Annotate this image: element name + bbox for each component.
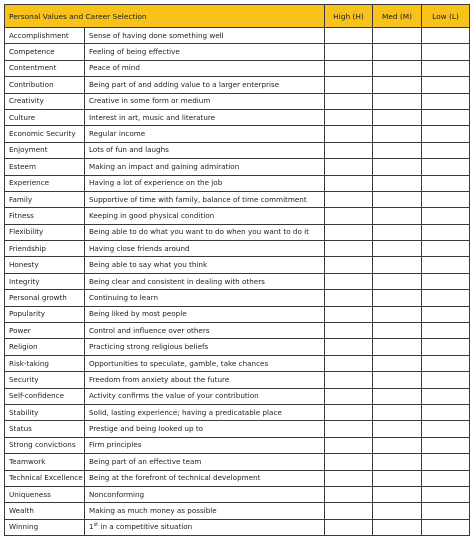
rating-high-cell[interactable] [325, 28, 373, 44]
table-row [5, 503, 470, 519]
rating-high-cell[interactable] [325, 109, 373, 125]
rating-low-cell[interactable] [422, 503, 470, 519]
med-column-header: Med (M) [373, 5, 422, 28]
rating-high-cell[interactable] [325, 208, 373, 224]
value-description-cell: Nonconforming [85, 486, 325, 502]
value-description-cell: Practicing strong religious beliefs [85, 339, 325, 355]
value-name-cell: Friendship [5, 241, 85, 257]
rating-high-cell[interactable] [325, 372, 373, 388]
value-description-cell: Making an impact and gaining admiration [85, 159, 325, 175]
rating-low-cell[interactable] [422, 28, 470, 44]
rating-low-cell[interactable] [422, 257, 470, 273]
rating-med-cell[interactable] [373, 421, 422, 437]
rating-high-cell[interactable] [325, 290, 373, 306]
description-text: 1 [89, 522, 94, 532]
rating-med-cell[interactable] [373, 77, 422, 93]
value-name-cell: Fitness [5, 208, 85, 224]
value-description-cell: Control and influence over others [85, 323, 325, 339]
rating-low-cell[interactable] [422, 93, 470, 109]
value-description-cell: Regular income [85, 126, 325, 142]
value-name-cell: Popularity [5, 306, 85, 322]
rating-high-cell[interactable] [325, 306, 373, 322]
rating-low-cell[interactable] [422, 372, 470, 388]
rating-high-cell[interactable] [325, 503, 373, 519]
rating-med-cell[interactable] [373, 175, 422, 191]
value-description-cell: Being part of an effective team [85, 454, 325, 470]
table-title: Personal Values and Career Selection [5, 5, 325, 28]
rating-low-cell[interactable] [422, 339, 470, 355]
value-description-cell: Being able to do what you want to do when you want to do it [85, 224, 325, 240]
rating-low-cell[interactable] [422, 421, 470, 437]
value-name-cell: Competence [5, 44, 85, 60]
rating-low-cell[interactable] [422, 486, 470, 502]
rating-med-cell[interactable] [373, 224, 422, 240]
rating-high-cell[interactable] [325, 404, 373, 420]
personal-values-table [4, 4, 470, 536]
value-name-cell: Wealth [5, 503, 85, 519]
rating-med-cell[interactable] [373, 290, 422, 306]
value-name-cell: Enjoyment [5, 142, 85, 158]
table-row [5, 470, 470, 486]
table-row [5, 93, 470, 109]
value-description-cell: Supportive of time with family, balance of time commitment [85, 191, 325, 207]
description-text-rest: in a competitive situation [98, 522, 193, 532]
rating-med-cell[interactable] [373, 437, 422, 453]
value-name-cell: Self-confidence [5, 388, 85, 404]
value-name-cell: Risk-taking [5, 355, 85, 371]
value-name-cell: Teamwork [5, 454, 85, 470]
rating-low-cell[interactable] [422, 241, 470, 257]
value-name-cell: Personal growth [5, 290, 85, 306]
value-description-cell: Prestige and being looked up to [85, 421, 325, 437]
value-name-cell: Uniqueness [5, 486, 85, 502]
table-row [5, 454, 470, 470]
value-description-cell: Continuing to learn [85, 290, 325, 306]
rating-med-cell[interactable] [373, 339, 422, 355]
rating-low-cell[interactable] [422, 388, 470, 404]
low-column-header: Low (L) [422, 5, 470, 28]
value-description-cell: Feeling of being effective [85, 44, 325, 60]
rating-low-cell[interactable] [422, 109, 470, 125]
value-name-cell: Technical Excellence [5, 470, 85, 486]
value-name-cell: Economic Security [5, 126, 85, 142]
value-description-cell: Having a lot of experience on the job [85, 175, 325, 191]
rating-med-cell[interactable] [373, 404, 422, 420]
rating-med-cell[interactable] [373, 109, 422, 125]
rating-high-cell[interactable] [325, 339, 373, 355]
rating-low-cell[interactable] [422, 126, 470, 142]
table-row [5, 372, 470, 388]
rating-low-cell[interactable] [422, 60, 470, 76]
rating-med-cell[interactable] [373, 142, 422, 158]
table-row [5, 241, 470, 257]
table-row [5, 224, 470, 240]
value-name-cell: Culture [5, 109, 85, 125]
table-row [5, 290, 470, 306]
value-name-cell: Flexibility [5, 224, 85, 240]
value-description-cell: Creative in some form or medium [85, 93, 325, 109]
header-row [5, 5, 470, 28]
table-row [5, 60, 470, 76]
rating-high-cell[interactable] [325, 60, 373, 76]
table-row [5, 159, 470, 175]
value-description-cell: Being part of and adding value to a larger enterprise [85, 77, 325, 93]
value-description-cell: Firm principles [85, 437, 325, 453]
value-name-cell: Accomplishment [5, 28, 85, 44]
value-name-cell: Security [5, 372, 85, 388]
rating-high-cell[interactable] [325, 77, 373, 93]
rating-high-cell[interactable] [325, 257, 373, 273]
table-row [5, 109, 470, 125]
value-name-cell: Power [5, 323, 85, 339]
value-name-cell: Stability [5, 404, 85, 420]
rating-med-cell[interactable] [373, 257, 422, 273]
value-name-cell: Honesty [5, 257, 85, 273]
rating-med-cell[interactable] [373, 323, 422, 339]
rating-med-cell[interactable] [373, 44, 422, 60]
value-name-cell: Family [5, 191, 85, 207]
value-name-cell: Winning [5, 519, 85, 535]
rating-high-cell[interactable] [325, 273, 373, 289]
rating-low-cell[interactable] [422, 437, 470, 453]
rating-med-cell[interactable] [373, 191, 422, 207]
value-name-cell: Status [5, 421, 85, 437]
value-description-cell: Being liked by most people [85, 306, 325, 322]
table-row [5, 77, 470, 93]
rating-med-cell[interactable] [373, 372, 422, 388]
table-row [5, 486, 470, 502]
rating-high-cell[interactable] [325, 454, 373, 470]
value-description-cell: Lots of fun and laughs [85, 142, 325, 158]
rating-high-cell[interactable] [325, 388, 373, 404]
rating-low-cell[interactable] [422, 208, 470, 224]
rating-high-cell[interactable] [325, 470, 373, 486]
value-description-cell: Sense of having done something well [85, 28, 325, 44]
rating-med-cell[interactable] [373, 519, 422, 535]
rating-low-cell[interactable] [422, 191, 470, 207]
table-row [5, 519, 470, 535]
rating-med-cell[interactable] [373, 503, 422, 519]
table-row [5, 273, 470, 289]
rating-low-cell[interactable] [422, 323, 470, 339]
table-row [5, 339, 470, 355]
rating-high-cell[interactable] [325, 159, 373, 175]
table-row [5, 44, 470, 60]
ordinal-suffix: st [93, 522, 99, 529]
rating-high-cell[interactable] [325, 142, 373, 158]
rating-low-cell[interactable] [422, 224, 470, 240]
value-description-cell: Being able to say what you think [85, 257, 325, 273]
rating-high-cell[interactable] [325, 175, 373, 191]
table-row [5, 421, 470, 437]
value-name-cell: Creativity [5, 93, 85, 109]
table-row [5, 126, 470, 142]
rating-high-cell[interactable] [325, 224, 373, 240]
table-body [5, 28, 470, 536]
rating-high-cell[interactable] [325, 437, 373, 453]
value-description-cell: Activity confirms the value of your contribution [85, 388, 325, 404]
rating-high-cell[interactable] [325, 519, 373, 535]
value-description-cell: Interest in art, music and literature [85, 109, 325, 125]
rating-med-cell[interactable] [373, 306, 422, 322]
value-name-cell: Contribution [5, 77, 85, 93]
rating-med-cell[interactable] [373, 273, 422, 289]
table-row [5, 355, 470, 371]
value-description-cell: Having close friends around [85, 241, 325, 257]
rating-med-cell[interactable] [373, 454, 422, 470]
table-header [5, 5, 470, 28]
rating-low-cell[interactable] [422, 355, 470, 371]
table-row [5, 28, 470, 44]
rating-high-cell[interactable] [325, 486, 373, 502]
value-name-cell: Esteem [5, 159, 85, 175]
value-name-cell: Contentment [5, 60, 85, 76]
table-row [5, 191, 470, 207]
table-row [5, 175, 470, 191]
rating-high-cell[interactable] [325, 93, 373, 109]
rating-med-cell[interactable] [373, 93, 422, 109]
rating-high-cell[interactable] [325, 44, 373, 60]
rating-low-cell[interactable] [422, 44, 470, 60]
value-description-cell: Peace of mind [85, 60, 325, 76]
rating-low-cell[interactable] [422, 470, 470, 486]
rating-med-cell[interactable] [373, 388, 422, 404]
value-description-cell: Opportunities to speculate, gamble, take chances [85, 355, 325, 371]
value-description-cell: Making as much money as possible [85, 503, 325, 519]
rating-high-cell[interactable] [325, 126, 373, 142]
value-description-cell: Solid, lasting experience; having a predicatable place [85, 404, 325, 420]
rating-high-cell[interactable] [325, 191, 373, 207]
value-description-cell: Being clear and consistent in dealing with others [85, 273, 325, 289]
rating-med-cell[interactable] [373, 355, 422, 371]
rating-med-cell[interactable] [373, 60, 422, 76]
value-name-cell: Religion [5, 339, 85, 355]
table-row [5, 388, 470, 404]
rating-high-cell[interactable] [325, 355, 373, 371]
value-name-cell: Strong convictions [5, 437, 85, 453]
rating-med-cell[interactable] [373, 28, 422, 44]
rating-high-cell[interactable] [325, 241, 373, 257]
rating-med-cell[interactable] [373, 126, 422, 142]
rating-low-cell[interactable] [422, 175, 470, 191]
table-row [5, 257, 470, 273]
table-row [5, 208, 470, 224]
rating-low-cell[interactable] [422, 454, 470, 470]
values-table-container [4, 4, 469, 536]
rating-med-cell[interactable] [373, 470, 422, 486]
rating-low-cell[interactable] [422, 519, 470, 535]
rating-med-cell[interactable] [373, 208, 422, 224]
value-description-cell [85, 519, 325, 535]
value-description-cell: Being at the forefront of technical development [85, 470, 325, 486]
rating-med-cell[interactable] [373, 241, 422, 257]
rating-high-cell[interactable] [325, 323, 373, 339]
table-row [5, 404, 470, 420]
rating-low-cell[interactable] [422, 142, 470, 158]
rating-low-cell[interactable] [422, 404, 470, 420]
rating-low-cell[interactable] [422, 77, 470, 93]
rating-high-cell[interactable] [325, 421, 373, 437]
rating-low-cell[interactable] [422, 306, 470, 322]
table-row [5, 142, 470, 158]
rating-med-cell[interactable] [373, 159, 422, 175]
table-row [5, 306, 470, 322]
rating-low-cell[interactable] [422, 273, 470, 289]
rating-med-cell[interactable] [373, 486, 422, 502]
value-name-cell: Integrity [5, 273, 85, 289]
rating-low-cell[interactable] [422, 159, 470, 175]
table-row [5, 437, 470, 453]
high-column-header: High (H) [325, 5, 373, 28]
value-name-cell: Experience [5, 175, 85, 191]
value-description-cell: Freedom from anxiety about the future [85, 372, 325, 388]
value-description-cell: Keeping in good physical condition [85, 208, 325, 224]
rating-low-cell[interactable] [422, 290, 470, 306]
table-row [5, 323, 470, 339]
